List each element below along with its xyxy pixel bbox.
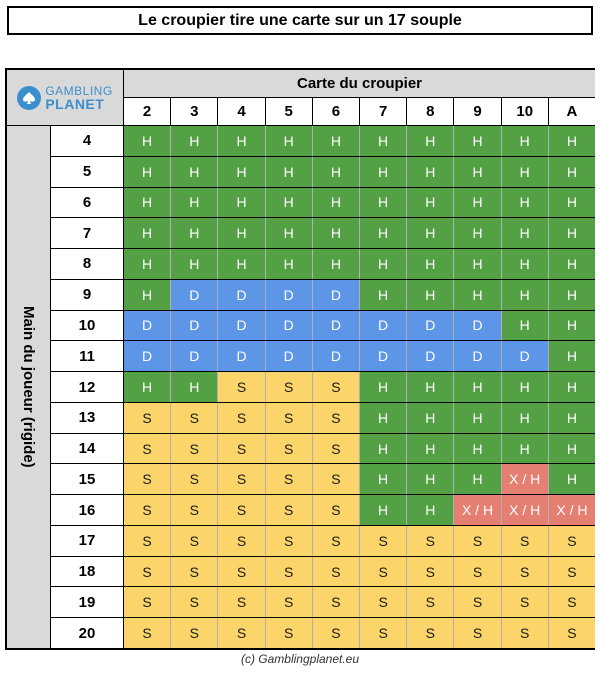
strategy-cell: H bbox=[502, 403, 549, 433]
strategy-cell: S bbox=[407, 526, 454, 556]
strategy-cell: S bbox=[313, 587, 360, 617]
strategy-cell: S bbox=[266, 495, 313, 525]
strategy-cell: S bbox=[171, 495, 218, 525]
strategy-cell: S bbox=[218, 403, 265, 433]
strategy-cell: S bbox=[124, 587, 171, 617]
strategy-cell: S bbox=[502, 557, 549, 587]
strategy-cell: H bbox=[407, 403, 454, 433]
strategy-cell: H bbox=[454, 249, 501, 279]
strategy-cell: H bbox=[360, 464, 407, 494]
strategy-cell: H bbox=[454, 434, 501, 464]
player-hand-value: 12 bbox=[51, 372, 124, 402]
strategy-cell: S bbox=[502, 618, 549, 648]
strategy-cell: S bbox=[502, 526, 549, 556]
strategy-cell: H bbox=[360, 249, 407, 279]
strategy-cell: H bbox=[549, 157, 595, 187]
strategy-cell: D bbox=[124, 311, 171, 341]
strategy-cell: H bbox=[124, 126, 171, 156]
strategy-cell: X / H bbox=[454, 495, 501, 525]
strategy-cell: H bbox=[218, 218, 265, 248]
strategy-cell: H bbox=[502, 311, 549, 341]
table-row bbox=[51, 341, 595, 372]
strategy-cell: D bbox=[360, 311, 407, 341]
strategy-cell: S bbox=[171, 464, 218, 494]
strategy-cell: S bbox=[266, 434, 313, 464]
strategy-cell: H bbox=[266, 157, 313, 187]
table-row bbox=[51, 249, 595, 280]
strategy-cell: H bbox=[313, 126, 360, 156]
strategy-cell: H bbox=[171, 249, 218, 279]
strategy-cell: H bbox=[407, 249, 454, 279]
dealer-card: 4 bbox=[218, 98, 265, 125]
strategy-cell: H bbox=[124, 218, 171, 248]
strategy-cell: D bbox=[407, 341, 454, 371]
strategy-cell: S bbox=[218, 587, 265, 617]
player-hand-value: 10 bbox=[51, 311, 124, 341]
strategy-cell: D bbox=[171, 311, 218, 341]
spade-icon bbox=[17, 86, 41, 110]
strategy-cell: S bbox=[407, 557, 454, 587]
strategy-cell: S bbox=[313, 434, 360, 464]
dealer-card: 10 bbox=[502, 98, 549, 125]
strategy-cell: X / H bbox=[502, 495, 549, 525]
strategy-cell: S bbox=[218, 372, 265, 402]
strategy-cell: H bbox=[549, 341, 595, 371]
strategy-cell: X / H bbox=[549, 495, 595, 525]
strategy-cell: H bbox=[360, 280, 407, 310]
table-row bbox=[51, 188, 595, 219]
strategy-cell: S bbox=[360, 587, 407, 617]
logo bbox=[7, 70, 124, 126]
strategy-cell: S bbox=[266, 557, 313, 587]
strategy-cell: H bbox=[407, 188, 454, 218]
logo-text-line2: PLANET bbox=[45, 95, 105, 112]
strategy-cell: H bbox=[266, 249, 313, 279]
strategy-cell: S bbox=[218, 526, 265, 556]
table-row bbox=[51, 280, 595, 311]
strategy-cell: D bbox=[313, 341, 360, 371]
strategy-cell: H bbox=[549, 311, 595, 341]
strategy-cell: H bbox=[502, 188, 549, 218]
logo-text-line1: GAMBLING bbox=[45, 83, 113, 98]
strategy-cell: H bbox=[360, 188, 407, 218]
player-hand-value: 9 bbox=[51, 280, 124, 310]
strategy-cell: X / H bbox=[502, 464, 549, 494]
dealer-card: 6 bbox=[313, 98, 360, 125]
strategy-cell: D bbox=[218, 311, 265, 341]
strategy-cell: H bbox=[360, 372, 407, 402]
strategy-cell: H bbox=[454, 403, 501, 433]
page-title: Le croupier tire une carte sur un 17 souple bbox=[7, 6, 593, 35]
strategy-cell: S bbox=[549, 526, 595, 556]
table-row bbox=[51, 587, 595, 618]
player-hand-value: 7 bbox=[51, 218, 124, 248]
strategy-cell: S bbox=[454, 526, 501, 556]
strategy-cell: H bbox=[549, 280, 595, 310]
strategy-cell: S bbox=[124, 618, 171, 648]
strategy-cell: H bbox=[502, 126, 549, 156]
strategy-cell: H bbox=[549, 434, 595, 464]
dealer-card: 8 bbox=[407, 98, 454, 125]
strategy-cell: S bbox=[266, 372, 313, 402]
strategy-cell: H bbox=[407, 495, 454, 525]
table-row bbox=[51, 495, 595, 526]
strategy-cell: D bbox=[171, 341, 218, 371]
strategy-cell: H bbox=[360, 495, 407, 525]
player-hand-value: 19 bbox=[51, 587, 124, 617]
player-hand-value: 8 bbox=[51, 249, 124, 279]
strategy-cell: S bbox=[313, 495, 360, 525]
player-hand-value: 6 bbox=[51, 188, 124, 218]
strategy-cell: H bbox=[502, 249, 549, 279]
strategy-cell: D bbox=[407, 311, 454, 341]
strategy-cell: H bbox=[549, 218, 595, 248]
strategy-cell: H bbox=[502, 218, 549, 248]
strategy-cell: D bbox=[502, 341, 549, 371]
strategy-cell: D bbox=[360, 341, 407, 371]
strategy-cell: S bbox=[171, 557, 218, 587]
player-hand-value: 14 bbox=[51, 434, 124, 464]
dealer-card-row bbox=[124, 98, 595, 126]
table-row bbox=[51, 557, 595, 588]
strategy-cell: H bbox=[360, 126, 407, 156]
strategy-cell: S bbox=[360, 557, 407, 587]
dealer-card: 5 bbox=[266, 98, 313, 125]
strategy-cell: H bbox=[454, 280, 501, 310]
dealer-card: 2 bbox=[124, 98, 171, 125]
strategy-cell: S bbox=[124, 526, 171, 556]
strategy-cell: S bbox=[266, 403, 313, 433]
player-hand-header: Main du joueur (rigide) bbox=[20, 306, 37, 468]
strategy-cell: S bbox=[454, 557, 501, 587]
strategy-cell: S bbox=[171, 403, 218, 433]
strategy-cell: H bbox=[266, 218, 313, 248]
strategy-cell: H bbox=[407, 434, 454, 464]
table-row bbox=[51, 311, 595, 342]
table-row bbox=[51, 403, 595, 434]
strategy-cell: H bbox=[549, 464, 595, 494]
strategy-cell: D bbox=[454, 311, 501, 341]
copyright-footer: (c) Gamblingplanet.eu bbox=[240, 652, 360, 666]
strategy-cell: D bbox=[313, 280, 360, 310]
strategy-cell: S bbox=[266, 464, 313, 494]
strategy-cell: H bbox=[549, 403, 595, 433]
strategy-cell: H bbox=[171, 218, 218, 248]
strategy-cell: H bbox=[266, 188, 313, 218]
strategy-cell: H bbox=[454, 218, 501, 248]
strategy-cell: H bbox=[454, 464, 501, 494]
player-hand-value: 15 bbox=[51, 464, 124, 494]
strategy-cell: S bbox=[218, 434, 265, 464]
strategy-cell: D bbox=[218, 280, 265, 310]
strategy-cell: H bbox=[124, 157, 171, 187]
strategy-cell: H bbox=[549, 249, 595, 279]
player-hand-value: 20 bbox=[51, 618, 124, 648]
table-row bbox=[51, 526, 595, 557]
strategy-cell: S bbox=[124, 464, 171, 494]
table-row bbox=[51, 464, 595, 495]
strategy-cell: H bbox=[549, 126, 595, 156]
strategy-cell: H bbox=[502, 157, 549, 187]
strategy-cell: H bbox=[218, 157, 265, 187]
strategy-cell: S bbox=[313, 403, 360, 433]
strategy-cell: S bbox=[218, 557, 265, 587]
dealer-card: A bbox=[549, 98, 595, 125]
strategy-cell: H bbox=[549, 188, 595, 218]
table-row bbox=[51, 218, 595, 249]
strategy-cell: D bbox=[313, 311, 360, 341]
strategy-cell: S bbox=[360, 526, 407, 556]
player-hand-value: 4 bbox=[51, 126, 124, 156]
strategy-cell: S bbox=[218, 495, 265, 525]
strategy-cell: S bbox=[266, 618, 313, 648]
strategy-cell: S bbox=[313, 464, 360, 494]
strategy-cell: H bbox=[502, 280, 549, 310]
strategy-cell: H bbox=[407, 157, 454, 187]
strategy-cell: H bbox=[502, 372, 549, 402]
strategy-cell: S bbox=[124, 434, 171, 464]
table-row bbox=[51, 157, 595, 188]
table-row bbox=[51, 434, 595, 465]
strategy-cell: H bbox=[360, 434, 407, 464]
strategy-cell: H bbox=[407, 464, 454, 494]
strategy-cell: S bbox=[549, 618, 595, 648]
player-hand-value: 18 bbox=[51, 557, 124, 587]
strategy-cell: S bbox=[313, 557, 360, 587]
strategy-cell: H bbox=[360, 157, 407, 187]
dealer-card-header: Carte du croupier bbox=[124, 70, 595, 98]
strategy-cell: H bbox=[218, 188, 265, 218]
strategy-cell: H bbox=[124, 188, 171, 218]
player-hand-value: 16 bbox=[51, 495, 124, 525]
strategy-cell: H bbox=[218, 126, 265, 156]
strategy-cell: D bbox=[124, 341, 171, 371]
player-hand-value: 17 bbox=[51, 526, 124, 556]
strategy-cell: H bbox=[171, 126, 218, 156]
strategy-cell: H bbox=[454, 188, 501, 218]
strategy-cell: H bbox=[502, 434, 549, 464]
strategy-cell: S bbox=[171, 434, 218, 464]
strategy-cell: S bbox=[454, 587, 501, 617]
strategy-cell: S bbox=[218, 464, 265, 494]
strategy-cell: H bbox=[218, 249, 265, 279]
strategy-cell: S bbox=[266, 587, 313, 617]
strategy-cell: S bbox=[407, 587, 454, 617]
strategy-cell: S bbox=[360, 618, 407, 648]
strategy-cell: D bbox=[218, 341, 265, 371]
strategy-cell: H bbox=[454, 372, 501, 402]
strategy-cell: H bbox=[360, 403, 407, 433]
strategy-cell: H bbox=[266, 126, 313, 156]
strategy-cell: H bbox=[549, 372, 595, 402]
strategy-cell: H bbox=[313, 157, 360, 187]
strategy-cell: S bbox=[124, 495, 171, 525]
strategy-cell: S bbox=[407, 618, 454, 648]
strategy-cell: H bbox=[124, 372, 171, 402]
strategy-cell: H bbox=[124, 249, 171, 279]
strategy-cell: H bbox=[171, 157, 218, 187]
strategy-cell: D bbox=[266, 280, 313, 310]
strategy-cell: H bbox=[124, 280, 171, 310]
strategy-cell: H bbox=[407, 372, 454, 402]
strategy-cell: S bbox=[549, 587, 595, 617]
strategy-cell: D bbox=[454, 341, 501, 371]
player-hand-value: 11 bbox=[51, 341, 124, 371]
strategy-cell: S bbox=[171, 618, 218, 648]
strategy-cell: H bbox=[313, 249, 360, 279]
strategy-cell: S bbox=[124, 557, 171, 587]
player-hand-value: 13 bbox=[51, 403, 124, 433]
strategy-cell: H bbox=[313, 218, 360, 248]
strategy-cell: H bbox=[360, 218, 407, 248]
table-row bbox=[51, 372, 595, 403]
strategy-cell: H bbox=[313, 188, 360, 218]
strategy-cell: H bbox=[454, 157, 501, 187]
strategy-cell: S bbox=[454, 618, 501, 648]
strategy-cell: S bbox=[218, 618, 265, 648]
dealer-card: 9 bbox=[454, 98, 501, 125]
strategy-cell: H bbox=[171, 372, 218, 402]
strategy-cell: S bbox=[313, 618, 360, 648]
table-row bbox=[51, 618, 595, 648]
strategy-cell: D bbox=[266, 311, 313, 341]
strategy-rows bbox=[51, 126, 595, 648]
strategy-cell: S bbox=[313, 372, 360, 402]
strategy-cell: D bbox=[266, 341, 313, 371]
strategy-cell: S bbox=[313, 526, 360, 556]
strategy-cell: H bbox=[407, 280, 454, 310]
strategy-cell: S bbox=[171, 587, 218, 617]
strategy-cell: S bbox=[266, 526, 313, 556]
strategy-cell: S bbox=[171, 526, 218, 556]
strategy-cell: D bbox=[171, 280, 218, 310]
dealer-card: 7 bbox=[360, 98, 407, 125]
strategy-cell: H bbox=[407, 126, 454, 156]
strategy-cell: S bbox=[502, 587, 549, 617]
dealer-card: 3 bbox=[171, 98, 218, 125]
strategy-cell: H bbox=[171, 188, 218, 218]
player-hand-value: 5 bbox=[51, 157, 124, 187]
strategy-cell: H bbox=[454, 126, 501, 156]
strategy-table bbox=[5, 68, 595, 650]
player-hand-header-column bbox=[7, 126, 51, 648]
strategy-cell: S bbox=[124, 403, 171, 433]
strategy-cell: H bbox=[407, 218, 454, 248]
strategy-cell: S bbox=[549, 557, 595, 587]
table-row bbox=[51, 126, 595, 157]
